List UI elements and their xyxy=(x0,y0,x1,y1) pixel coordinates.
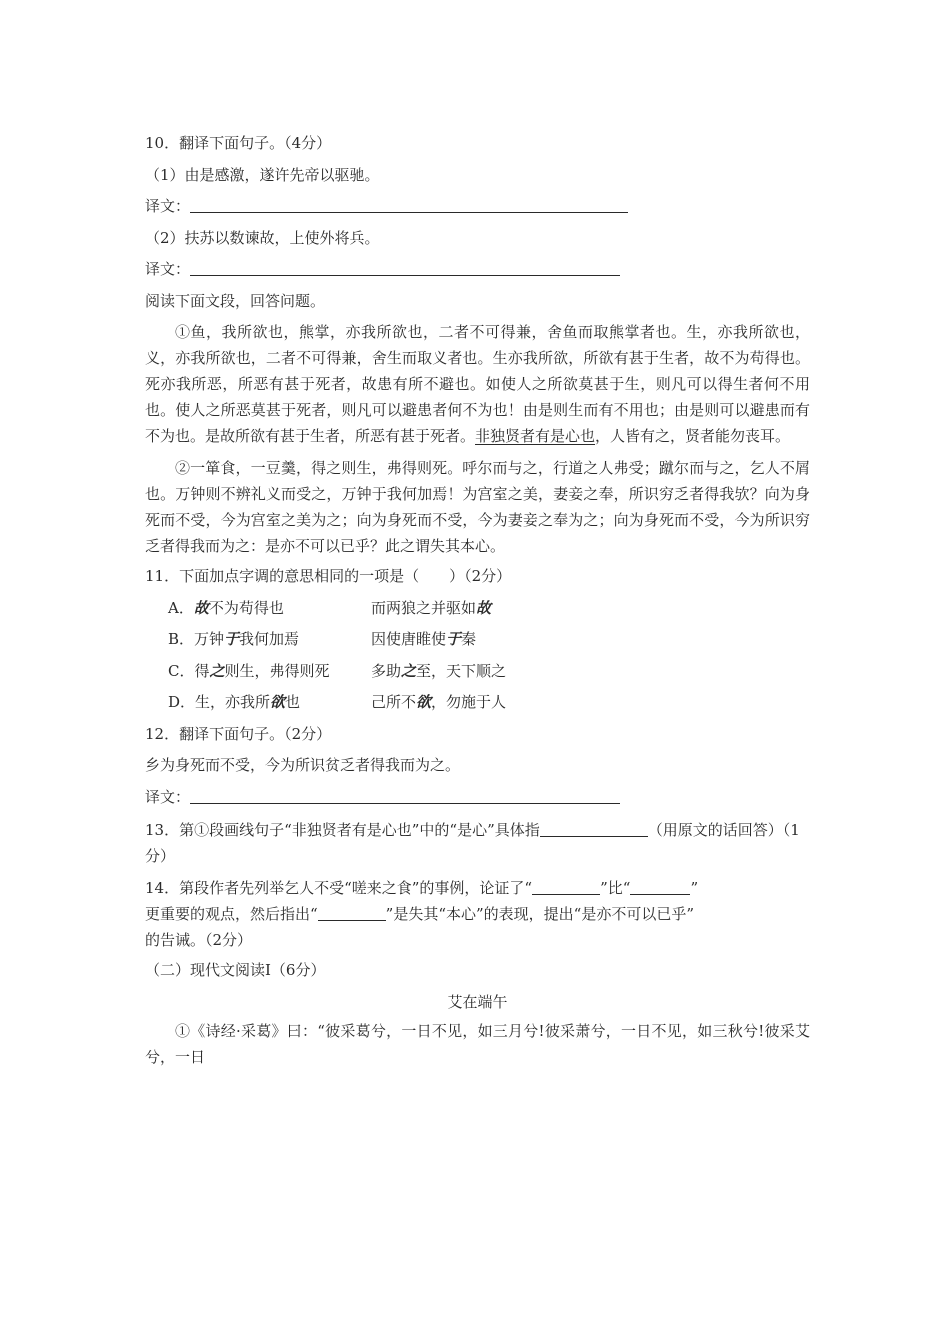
q12-sentence: 乡为身死而不受，今为所识贫乏者得我而为之。 xyxy=(145,756,461,774)
q10-sentence-1: （1）由是感激，遂许先帝以驱驰。 xyxy=(145,165,380,184)
article-title: 艾在端午 xyxy=(447,992,508,1011)
q14-blank-2[interactable] xyxy=(630,876,690,895)
translation-label: 译文： xyxy=(145,260,191,278)
passage-paragraph-2: ②一箪食，一豆羹，得之则生，弗得则死。呼尔而与之，行道之人弗受；蹴尔而与之，乞人不屑也。万钟则不辨礼义而受之，万钟于我何加焉！为宫室之美，妻妾之奉，所识穷乏者得我欤？向为身死而不受，今为宫室之美为之；向为身死而不受，今为妻妾之奉为之；向为身死而不受，今为所识穷乏者得我而为之：是亦不可以已乎？此之谓失其本心。 xyxy=(145,459,810,555)
exam-page xyxy=(145,128,810,1070)
passage-paragraph-1 xyxy=(145,319,810,449)
q10-answer-2-blank[interactable] xyxy=(190,257,620,276)
q11-options xyxy=(145,593,810,719)
passage-p1-text: ①鱼，我所欲也，熊掌，亦我所欲也，二者不可得兼，舍鱼而取熊掌者也。生，亦我所欲也，义，亦我所欲也，二者不可得兼，舍生而取义者也。生亦我所欲，所欲有甚于生者，故不为苟得也。死亦我所恶，所恶有甚于死者，故患有所不避也。如使人之所欲莫甚于生，则凡可以得生者何不用也。使人之所恶莫甚于死者，则凡可以避患者何不为也！由是则生而有不用也；由是则可以避患而有不为也。是故所欲有甚于生者，所恶有甚于死者。 xyxy=(145,323,810,445)
option-d-right: 己所不欲，勿施于人 xyxy=(371,693,507,711)
option-d-left: D．生，亦我所欲也 xyxy=(168,693,301,711)
dotted-char: 于 xyxy=(224,630,240,648)
dotted-char: 之 xyxy=(209,661,225,680)
dotted-char: 欲 xyxy=(270,693,286,711)
dotted-char: 故 xyxy=(193,598,209,617)
dotted-char: 故 xyxy=(476,598,492,617)
q14-blank-1[interactable] xyxy=(532,876,600,895)
q10-answer-2 xyxy=(145,254,810,286)
dotted-char: 欲 xyxy=(416,693,432,711)
option-a-right: 而两狼之并驱如故 xyxy=(371,598,492,617)
translation-label: 译文： xyxy=(145,197,191,215)
option-b[interactable] xyxy=(145,624,810,656)
q12-answer-blank[interactable] xyxy=(190,785,620,804)
q10-answer-1-blank[interactable] xyxy=(190,194,628,213)
q12-title: 12．翻译下面句子。（2分） xyxy=(145,724,332,743)
q14-blank-3[interactable] xyxy=(318,902,386,921)
option-d[interactable] xyxy=(145,687,810,719)
dotted-char: 于 xyxy=(446,630,462,648)
q10-answer-1 xyxy=(145,191,810,223)
option-b-left: B．万钟于我何加焉 xyxy=(168,630,300,648)
q14: 14．第段作者先列举乞人不受“嗟来之食”的事例，论证了“ ”比“ ” 更重要的观点，然后指出“ ”是失其“本心”的表现，提出“是亦不可以已乎” 的告诫。（2分） xyxy=(145,875,810,953)
section2-title: （二）现代文阅读Ⅰ（6分） xyxy=(145,961,326,979)
q10-sentence-2: （2）扶苏以数谏故，上使外将兵。 xyxy=(145,228,380,247)
q13-answer-blank[interactable] xyxy=(540,818,648,837)
reading-intro: 阅读下面文段，回答问题。 xyxy=(145,291,326,310)
q14-tail: 的告诫。（2分） xyxy=(145,931,253,949)
article-paragraph-1: ①《诗经·采葛》曰：“彼采葛兮，一日不见，如三月兮!彼采萧兮，一日不见，如三秋兮!彼采艾兮，一日 xyxy=(145,1022,810,1066)
q13-text: 13．第①段画线句子“非独贤者有是心也”中的“是心”具体指 xyxy=(145,821,540,839)
q13-text-tail: （用原文的话回答）（1分） xyxy=(145,821,800,865)
option-a[interactable] xyxy=(145,593,810,625)
option-c[interactable] xyxy=(145,656,810,688)
passage-p1-tail: ，人皆有之，贤者能勿丧耳。 xyxy=(595,427,791,445)
q13 xyxy=(145,817,810,869)
option-a-left: A．故不为苟得也 xyxy=(168,598,284,617)
q10-title: 10．翻译下面句子。（4分） xyxy=(145,134,332,152)
passage xyxy=(145,319,810,559)
option-c-right: 多助之至，天下顺之 xyxy=(371,661,507,680)
option-b-right: 因使唐睢使于秦 xyxy=(371,630,477,648)
underlined-sentence: 非独贤者有是心也 xyxy=(475,427,596,445)
translation-label: 译文： xyxy=(145,787,191,806)
option-c-left: C．得之则生，弗得则死 xyxy=(168,661,330,680)
q11-title: 11．下面加点字调的意思相同的一项是（ ）（2分） xyxy=(145,567,512,585)
q12-answer xyxy=(145,782,810,814)
dotted-char: 之 xyxy=(401,661,417,680)
